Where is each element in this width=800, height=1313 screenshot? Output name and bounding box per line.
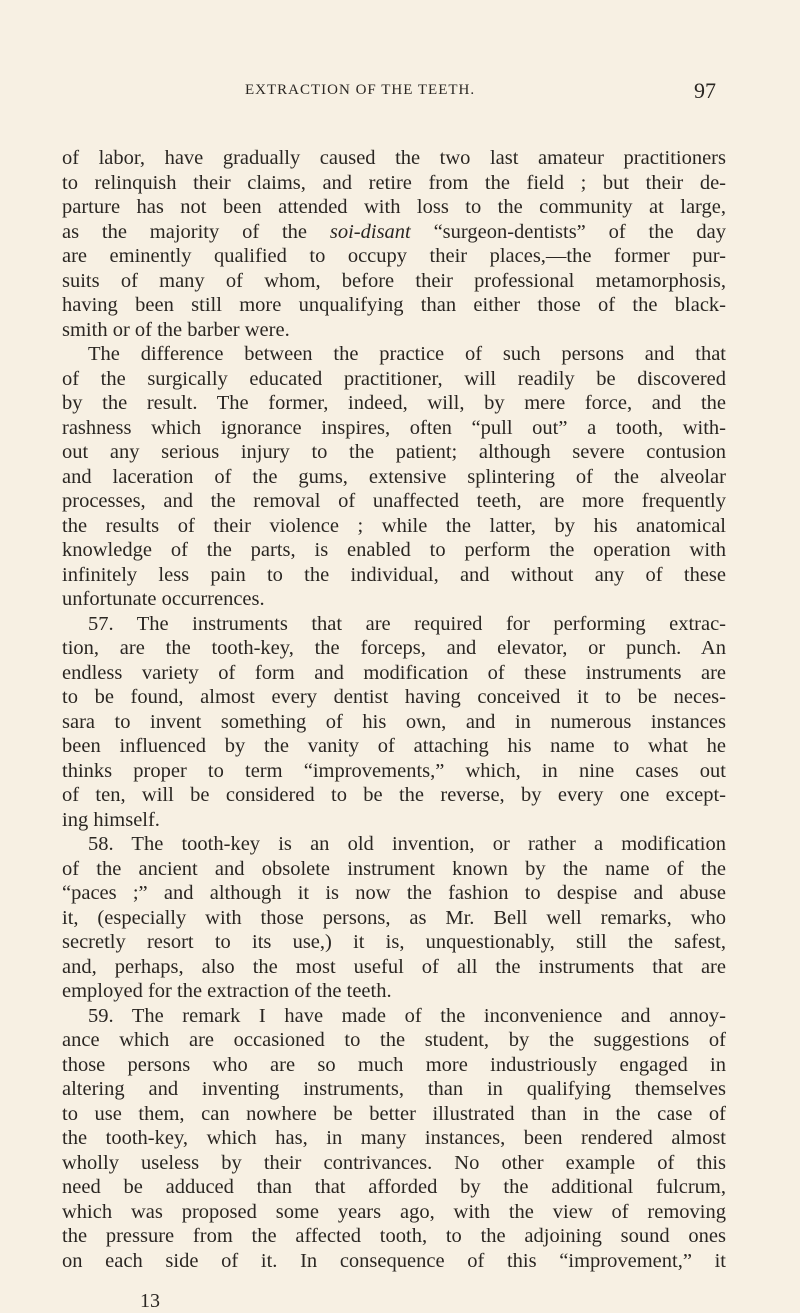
body-text — [62, 146, 726, 1273]
text-line: ing himself. — [62, 808, 160, 831]
text-line: secretly resort to its use,) it is, unquestionably, still the safest, — [62, 931, 726, 953]
running-title: EXTRACTION OF THE TEETH. — [245, 82, 476, 98]
text-line: wholly useless by their contrivances. No other example of this — [62, 1151, 726, 1174]
text-line: out any serious injury to the patient; although severe contusion — [62, 441, 726, 463]
text-line: unfortunate occurrences. — [62, 588, 265, 610]
text-line: which was proposed some years ago, with the view of removing — [62, 1200, 726, 1223]
text-line: having been still more unqualifying than either those of the black- — [62, 294, 726, 316]
text-line: ance which are occasioned to the student, by the suggestions of — [62, 1029, 726, 1051]
text-line: 58. The tooth-key is an old invention, or rather a modification — [88, 833, 726, 855]
text-line: “paces ;” and although it is now the fashion to despise and abuse — [62, 882, 726, 904]
text-line: those persons who are so much more industriously engaged in — [62, 1053, 726, 1076]
text-line: knowledge of the parts, is enabled to perform the operation with — [62, 539, 726, 561]
text-line: of the ancient and obsolete instrument known by the name of the — [62, 857, 726, 880]
text-line: rashness which ignorance inspires, often “pull out” a tooth, with- — [62, 416, 726, 439]
text-line: of ten, will be considered to be the reverse, by every one except- — [62, 784, 726, 806]
text-line: the results of their violence ; while the latter, by his anatomical — [62, 514, 726, 537]
text-line: the tooth-key, which has, in many instances, been rendered almost — [62, 1127, 726, 1149]
text-line — [62, 220, 726, 245]
signature-mark: 13 — [140, 1290, 160, 1312]
italic-term: soi-disant — [329, 220, 411, 243]
text-line: to be found, almost every dentist having conceived it to be neces- — [62, 686, 726, 708]
text-line: it, (especially with those persons, as Mr. Bell well remarks, who — [62, 906, 726, 929]
text-line: 59. The remark I have made of the inconvenience and annoy- — [88, 1004, 726, 1027]
text-line: infinitely less pain to the individual, and without any of these — [62, 563, 726, 586]
text-line: parture has not been attended with loss to the community at large, — [62, 196, 726, 218]
text-line: to relinquish their claims, and retire from the field ; but their de- — [62, 171, 726, 194]
page-header — [0, 78, 800, 108]
text-line: of the surgically educated practitioner, will readily be discovered — [62, 367, 726, 390]
page-number: 97 — [694, 78, 716, 103]
text-line: thinks proper to term “improvements,” which, in nine cases out — [62, 759, 726, 782]
text-line: need be adduced than that afforded by the additional fulcrum, — [62, 1176, 726, 1198]
text-line: are eminently qualified to occupy their places,—the former pur- — [62, 245, 726, 267]
text-line: the pressure from the affected tooth, to the adjoining sound ones — [62, 1225, 726, 1247]
text-line: of labor, have gradually caused the two last amateur practitioners — [62, 147, 726, 169]
text-line: 57. The instruments that are required for performing extrac- — [88, 612, 726, 635]
text-line: tion, are the tooth-key, the forceps, and elevator, or punch. An — [62, 637, 726, 659]
text-line: on each side of it. In consequence of this “improvement,” it — [62, 1249, 726, 1272]
text-line: by the result. The former, indeed, will, by mere force, and the — [62, 392, 726, 414]
text-segment: “surgeon-dentists” of the day — [410, 220, 727, 243]
text-line: altering and inventing instruments, than in qualifying themselves — [62, 1078, 726, 1100]
text-line: and laceration of the gums, extensive splintering of the alveolar — [62, 465, 726, 488]
text-line: sara to invent something of his own, and in numerous instances — [62, 710, 726, 733]
text-line: and, perhaps, also the most useful of all the instruments that are — [62, 955, 726, 978]
text-line: processes, and the removal of unaffected teeth, are more frequently — [62, 490, 726, 512]
text-line: employed for the extraction of the teeth. — [62, 980, 392, 1002]
text-line: smith or of the barber were. — [62, 318, 290, 341]
text-segment: as the majority of the — [62, 220, 330, 243]
text-line: endless variety of form and modification of these instruments are — [62, 661, 726, 684]
text-line: The difference between the practice of such persons and that — [88, 343, 726, 365]
text-line: to use them, can nowhere be better illustrated than in the case of — [62, 1102, 726, 1125]
text-line: suits of many of whom, before their professional metamorphosis, — [62, 269, 726, 292]
text-line: been influenced by the vanity of attaching his name to what he — [62, 735, 726, 757]
